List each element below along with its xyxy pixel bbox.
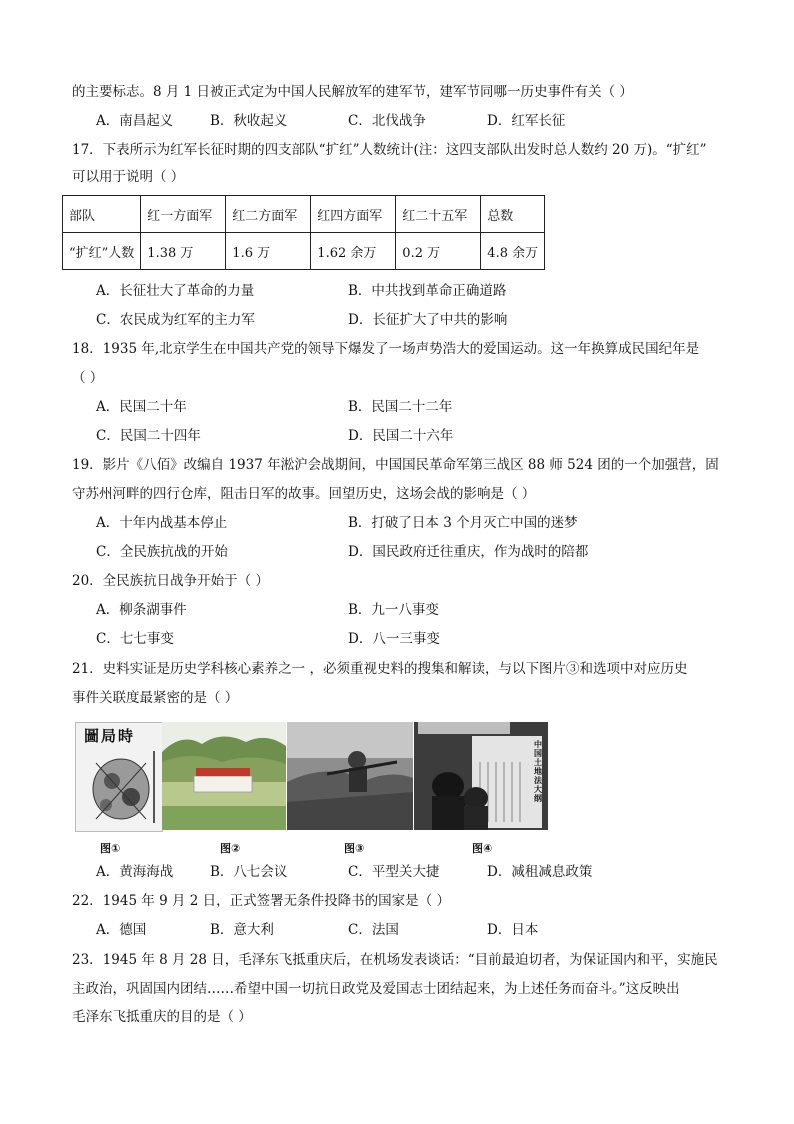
q20-option-d[interactable]: D．八一三事变 bbox=[348, 631, 440, 647]
q16-option-a[interactable]: A．南昌起义 bbox=[96, 113, 174, 129]
q21-option-c[interactable]: C．平型关大捷 bbox=[348, 864, 440, 880]
q21-stem-line1: 21．史料实证是历史学科核心素养之一 ，必须重视史料的搜集和解读，与以下图片③和选项中对应历史 bbox=[72, 661, 688, 677]
table-cell: 总数 bbox=[481, 196, 545, 233]
table-cell: 4.8 余万 bbox=[481, 233, 545, 270]
q20-option-b[interactable]: B．九一八事变 bbox=[348, 602, 439, 618]
table-cell: “扩红”人数 bbox=[63, 233, 141, 270]
figure-4-drawing bbox=[414, 722, 548, 830]
q18-stem-line1: 18．1935 年,北京学生在中国共产党的领导下爆发了一场声势浩大的爱国运动。这一年换算成民国纪年是 bbox=[72, 341, 700, 357]
q22-option-d[interactable]: D．日本 bbox=[487, 922, 539, 938]
q17-option-b[interactable]: B．中共找到革命正确道路 bbox=[348, 283, 507, 299]
figure-2-caption: 图② bbox=[220, 842, 241, 855]
q18-option-c[interactable]: C．民国二十四年 bbox=[96, 428, 201, 444]
q19-option-d[interactable]: D．国民政府迁往重庆，作为战时的陪都 bbox=[348, 544, 589, 560]
figure-1-title: 圖局時 bbox=[84, 727, 136, 745]
table-cell: 红二方面军 bbox=[226, 196, 311, 233]
figure-1-drawing bbox=[76, 723, 162, 831]
table-cell: 1.62 余万 bbox=[311, 233, 396, 270]
table-cell: 1.38 万 bbox=[141, 233, 226, 270]
q18-option-d[interactable]: D．民国二十六年 bbox=[348, 428, 454, 444]
q17-option-d[interactable]: D．长征扩大了中共的影响 bbox=[348, 312, 508, 328]
q19-stem-line2: 守苏州河畔的四行仓库，阻击日军的故事。回望历史，这场会战的影响是（ ） bbox=[72, 486, 536, 502]
q18-stem-line2: （ ） bbox=[72, 370, 104, 386]
figure-2-drawing bbox=[162, 722, 286, 830]
figure-3-drawing bbox=[287, 722, 413, 830]
q19-stem-line1: 19．影片《八佰》改编自 1937 年淞沪会战期间，中国国民革命军第三战区 88 师 524 团的一个加强营，固 bbox=[72, 457, 719, 473]
table-cell: 0.2 万 bbox=[396, 233, 481, 270]
table-cell: 部队 bbox=[63, 196, 141, 233]
table-cell: 红四方面军 bbox=[311, 196, 396, 233]
q19-option-a[interactable]: A．十年内战基本停止 bbox=[96, 515, 228, 531]
q17-stem-line1: 17．下表所示为红军长征时期的四支部队“扩红”人数统计(注：这四支部队出发时总人数约 20 万)。“扩红” bbox=[72, 142, 707, 158]
q22-stem: 22．1945 年 9 月 2 日，正式签署无条件投降书的国家是（ ） bbox=[72, 893, 450, 909]
q19-option-c[interactable]: C．全民族抗战的开始 bbox=[96, 544, 228, 560]
q20-option-c[interactable]: C．七七事变 bbox=[96, 631, 174, 647]
table-header-row bbox=[63, 196, 545, 233]
figure-4-text: 中国土地法大纲 bbox=[534, 739, 542, 803]
q20-stem: 20．全民族抗日战争开始于（ ） bbox=[72, 573, 269, 589]
q18-option-a[interactable]: A．民国二十年 bbox=[96, 399, 187, 415]
q21-option-b[interactable]: B．八七会议 bbox=[210, 864, 288, 880]
q16-option-d[interactable]: D．红军长征 bbox=[487, 113, 566, 129]
q23-stem-line1: 23．1945 年 8 月 28 日，毛泽东飞抵重庆后，在机场发表谈话：“目前最迫切者，为保证国内和平，实施民 bbox=[72, 952, 718, 968]
q23-stem-line2: 主政治，巩固国内团结……希望中国一切抗日政党及爱国志士团结起来，为上述任务而奋斗。”这反映出 bbox=[72, 981, 680, 997]
q17-option-c[interactable]: C．农民成为红军的主力军 bbox=[96, 312, 255, 328]
q20-option-a[interactable]: A．柳条湖事件 bbox=[96, 602, 187, 618]
q19-option-b[interactable]: B．打破了日本 3 个月灭亡中国的迷梦 bbox=[348, 515, 578, 531]
q16-stem: 的主要标志。8 月 1 日被正式定为中国人民解放军的建军节，建军节同哪一历史事件有关（ ） bbox=[72, 84, 633, 100]
q18-option-b[interactable]: B．民国二十二年 bbox=[348, 399, 453, 415]
table-cell: 红二十五军 bbox=[396, 196, 481, 233]
figure-3-image bbox=[287, 722, 413, 830]
q21-stem-line2: 事件关联度最紧密的是（ ） bbox=[72, 690, 239, 706]
q17-stem-line2: 可以用于说明（ ） bbox=[72, 169, 185, 185]
figure-4-caption: 图④ bbox=[472, 842, 493, 855]
q16-option-b[interactable]: B．秋收起义 bbox=[210, 113, 288, 129]
table-row bbox=[63, 233, 545, 270]
table-cell: 1.6 万 bbox=[226, 233, 311, 270]
q22-option-c[interactable]: C．法国 bbox=[348, 922, 399, 938]
table-cell: 红一方面军 bbox=[141, 196, 226, 233]
figure-2-image bbox=[162, 722, 286, 830]
figure-4-image bbox=[414, 722, 548, 830]
q21-option-d[interactable]: D．减租减息政策 bbox=[487, 864, 593, 880]
q21-option-a[interactable]: A．黄海海战 bbox=[96, 864, 174, 880]
q17-table bbox=[62, 195, 545, 270]
q16-option-c[interactable]: C．北伐战争 bbox=[348, 113, 426, 129]
q17-option-a[interactable]: A．长征壮大了革命的力量 bbox=[96, 283, 255, 299]
q22-option-b[interactable]: B．意大利 bbox=[210, 922, 274, 938]
q23-stem-line3: 毛泽东飞抵重庆的目的是（ ） bbox=[72, 1009, 252, 1025]
figure-3-caption: 图③ bbox=[344, 842, 365, 855]
figure-1-caption: 图① bbox=[100, 842, 121, 855]
figure-1-image bbox=[75, 722, 163, 832]
q22-option-a[interactable]: A．德国 bbox=[96, 922, 147, 938]
